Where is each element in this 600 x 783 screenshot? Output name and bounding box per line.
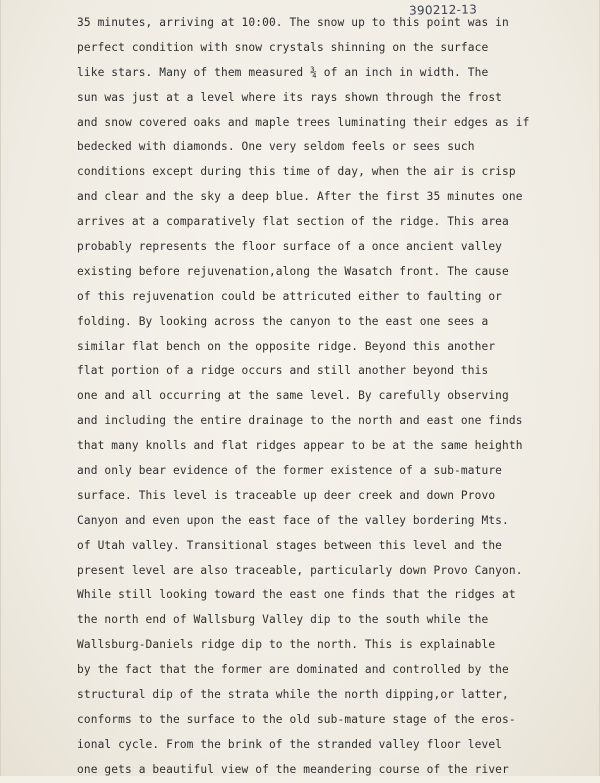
- body-text: [77, 11, 587, 783]
- text-line: 35 minutes, arriving at 10:00. The snow up to this point was in: [77, 16, 509, 29]
- text-line: ional cycle. From the brink of the stranded valley floor level: [77, 737, 503, 751]
- text-line: conforms to the surface to the old sub-mature stage of the eros-: [77, 712, 516, 726]
- text-line: present level are also traceable, particularly down Provo Canyon.: [77, 563, 523, 577]
- text-line: While still looking toward the east one finds that the ridges at: [77, 588, 516, 602]
- text-line: and only bear evidence of the former existence of a sub-mature: [77, 464, 503, 478]
- text-line: existing before rejuvenation,along the Wasatch front. The cause: [77, 264, 509, 278]
- text-line: one and all occurring at the same level. By carefully observing: [77, 389, 509, 403]
- text-line: one gets a beautiful view of the meandering course of the river: [77, 762, 509, 776]
- text-line: and snow covered oaks and maple trees luminating their edges as if: [77, 115, 530, 129]
- text-line: surface. This level is traceable up deer creek and down Provo: [77, 488, 496, 502]
- text-line: Canyon and even upon the east face of the valley bordering Mts.: [77, 513, 509, 527]
- text-line: by the fact that the former are dominated and controlled by the: [77, 663, 509, 677]
- text-line: like stars. Many of them measured ¾ of an inch in width. The: [77, 65, 489, 79]
- text-line: the north end of Wallsburg Valley dip to the south while the: [77, 613, 489, 627]
- text-line: perfect condition with snow crystals shinning on the surface: [77, 40, 489, 54]
- text-line: sun was just at a level where its rays shown through the frost: [77, 90, 503, 104]
- text-line: structural dip of the strata while the north dipping,or latter,: [77, 688, 509, 702]
- text-line: probably represents the floor surface of a once ancient valley: [77, 240, 503, 254]
- text-line: of this rejuvenation could be attricuted either to faulting or: [77, 289, 503, 303]
- text-line: and including the entire drainage to the north and east one finds: [77, 414, 523, 428]
- text-line: Wallsburg-Daniels ridge dip to the north. This is explainable: [77, 638, 496, 652]
- text-line: and clear and the sky a deep blue. After the first 35 minutes one: [77, 190, 523, 204]
- text-line: similar flat bench on the opposite ridge. Beyond this another: [77, 339, 496, 353]
- text-line: conditions except during this time of day, when the air is crisp: [77, 165, 516, 179]
- text-line: flat portion of a ridge occurs and still another beyond this: [77, 364, 489, 378]
- text-line: folding. By looking across the canyon to the east one sees a: [77, 314, 489, 328]
- text-line: of Utah valley. Transitional stages between this level and the: [77, 538, 503, 552]
- text-line: bedecked with diamonds. One very seldom feels or sees such: [77, 140, 475, 154]
- text-line: arrives at a comparatively flat section of the ridge. This area: [77, 215, 509, 229]
- text-line: that many knolls and flat ridges appear to be at the same heighth: [77, 439, 523, 453]
- document-id: 390212-13: [408, 2, 478, 18]
